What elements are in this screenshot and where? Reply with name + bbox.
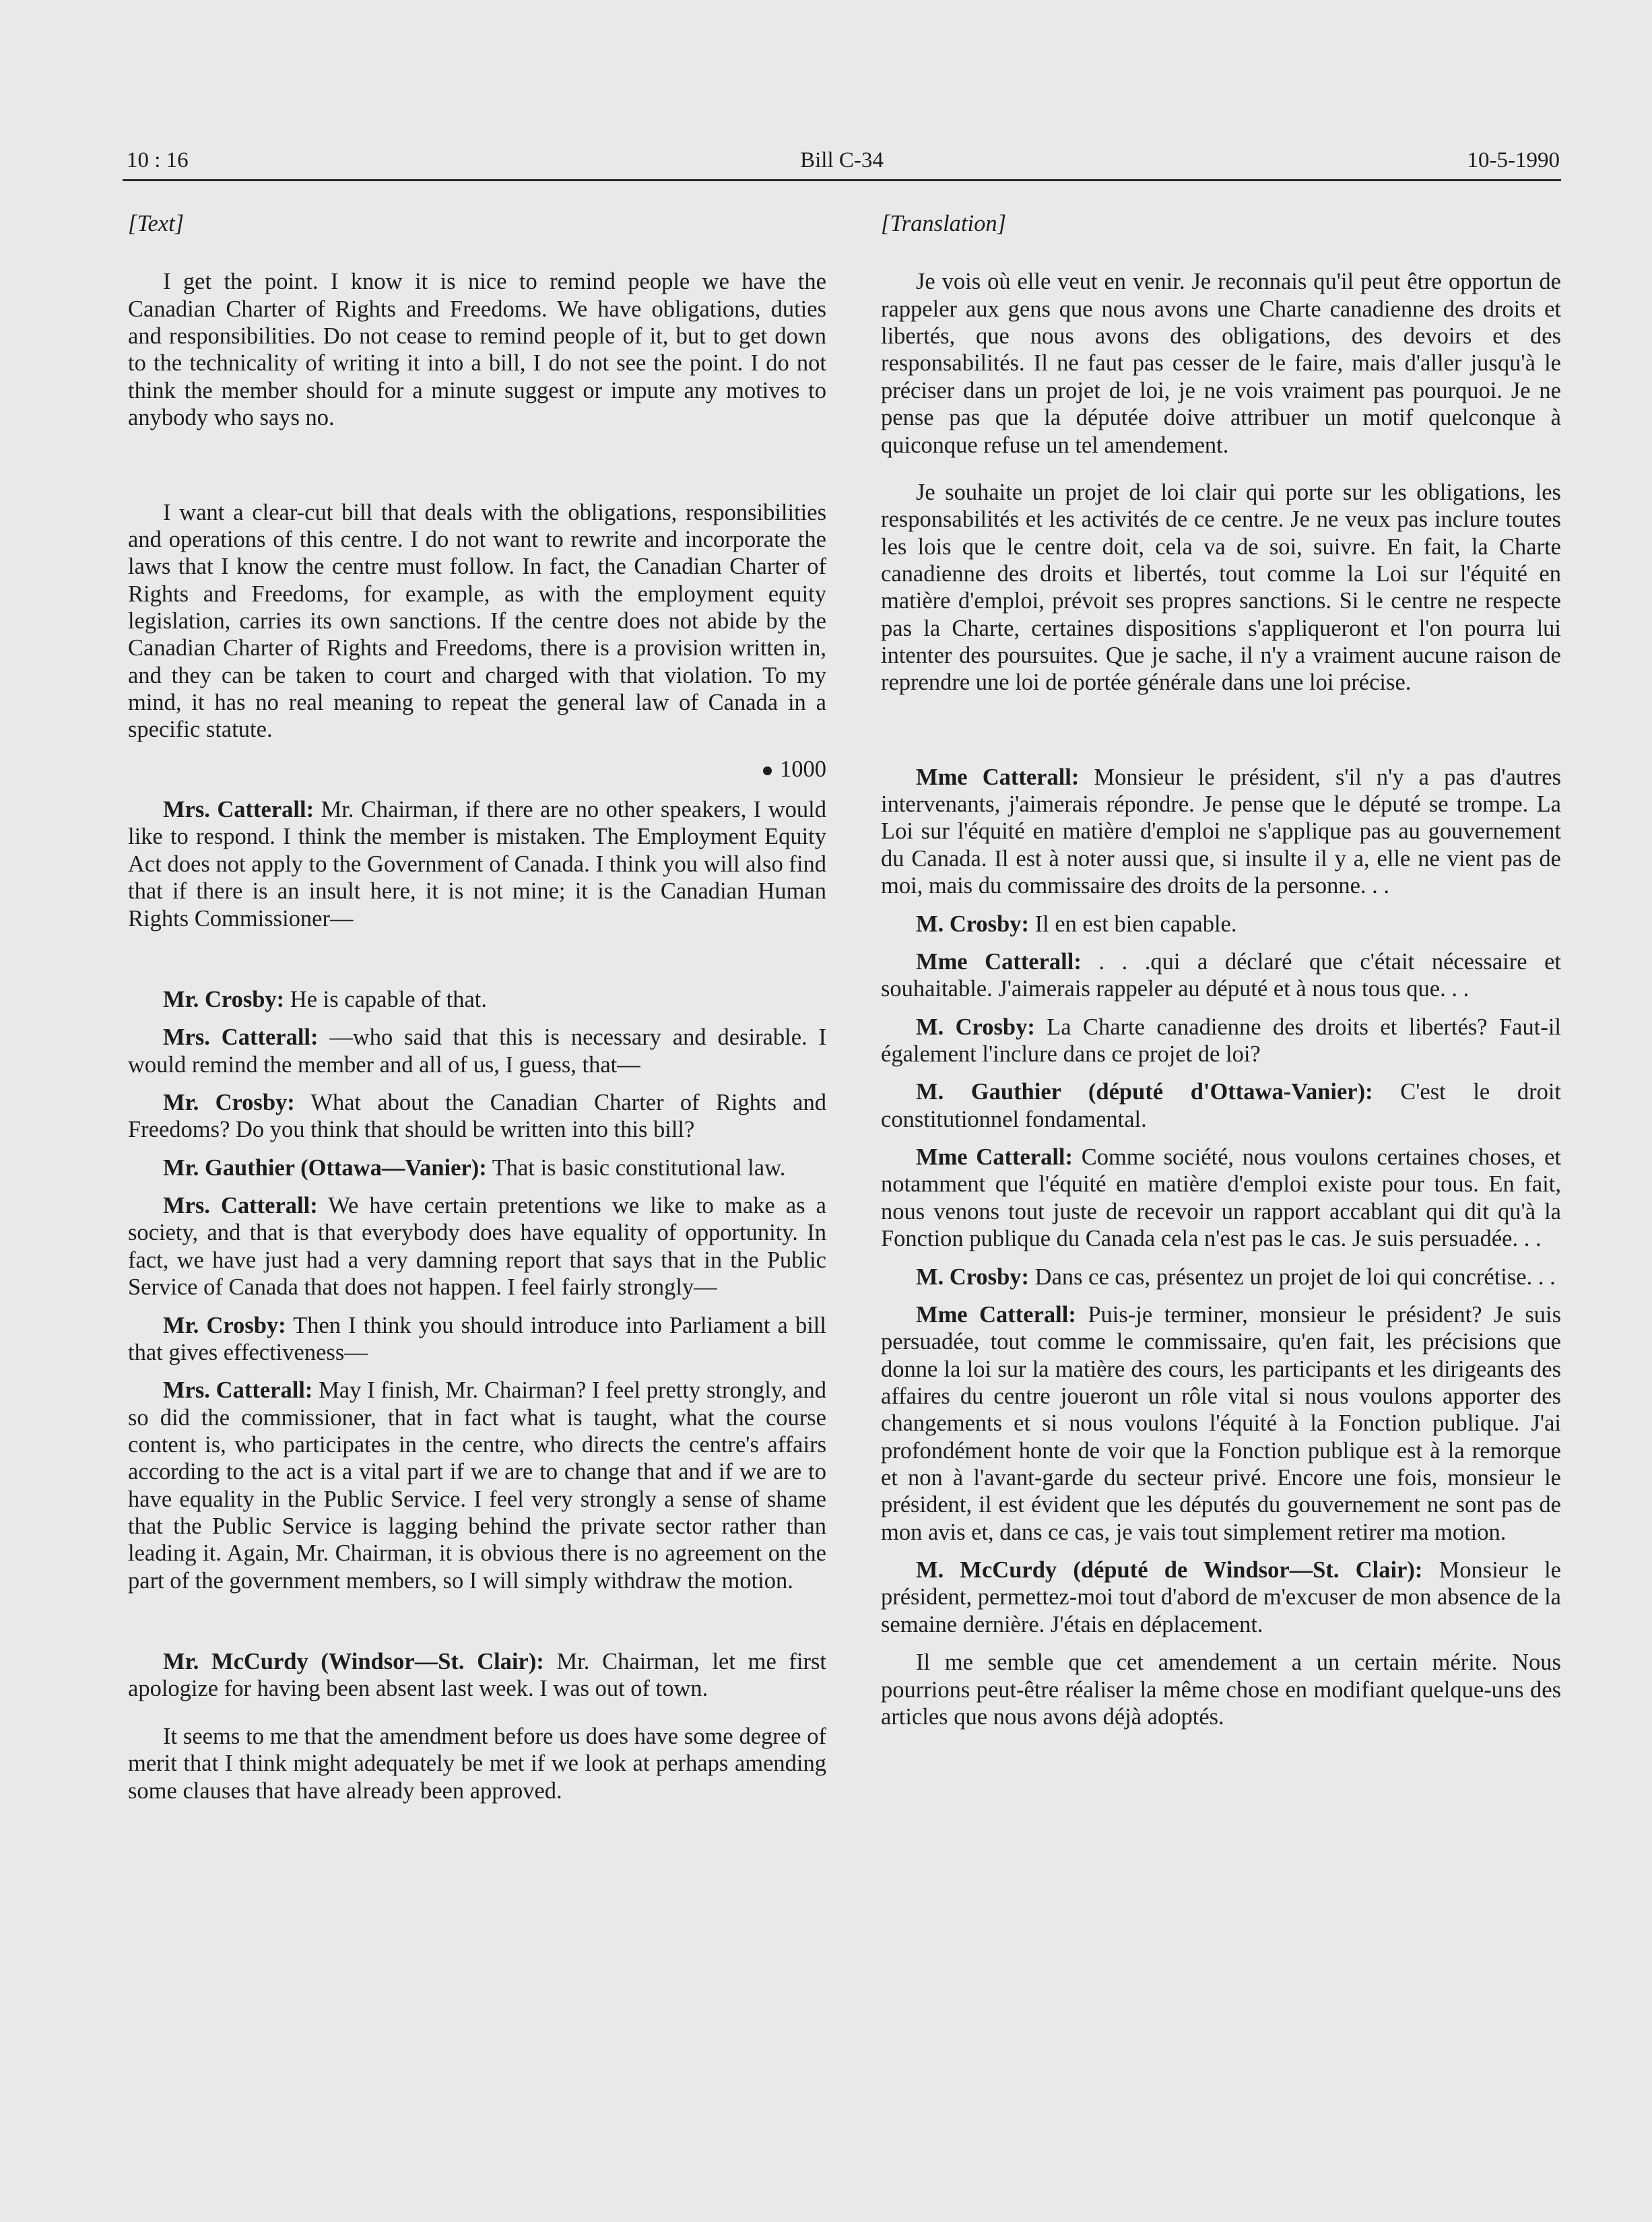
speech-text: May I finish, Mr. Chairman? I feel pretty strongly, and so did the commissioner, that in fact what is taught, what the course content is, who participates in the centre, who directs the centre's affairs according to the act is a vital part if we are to change that and if we are to have equality in the Public Service. I feel very strongly a sense of shame that the Public Service is lagging behind the private sector rather than leading it. Again, Mr. Chairman, it is obvious there is no agreement on the part of the government members, so I will simply withdraw the motion. [128,1377,826,1594]
speech [128,796,826,932]
speaker-name: Mr. Gauthier (Ottawa—Vanier): [163,1154,487,1181]
speech [128,1377,826,1594]
speaker-name: Mrs. Catterall: [163,1377,313,1404]
speaker-name: Mr. Crosby: [163,986,285,1012]
speech [128,1089,826,1144]
speech [881,764,1561,900]
speaker-name: M. Crosby: [916,911,1030,937]
speech-text: That is basic constitutional law. [492,1154,786,1181]
speaker-name: Mrs. Catterall: [163,1193,318,1219]
speech [881,1014,1561,1068]
speech [881,1264,1561,1290]
time-marker: 1000 [128,756,826,783]
speech [881,1301,1561,1546]
speaker-name: M. Gauthier (député d'Ottawa-Vanier): [916,1079,1373,1105]
speaker-name: Mme Catterall: [916,764,1080,790]
speech-text: Mr. Chairman, if there are no other speakers, I would like to respond. I think the member is mistaken. The Employment Equity Act does not apply to the Government of Canada. I think you will also find that if there is an insult here, it is not mine; it is the Canadian Human Rights Commissioner— [128,797,826,932]
speaker-name: Mrs. Catterall: [163,1024,319,1051]
page-number: 10 : 16 [127,148,189,172]
speech-text: Dans ce cas, présentez un projet de loi qui concrétise. . . [1034,1264,1556,1290]
speaker-name: Mr. Crosby: [163,1089,295,1115]
paragraph: Je souhaite un projet de loi clair qui porte sur les obligations, les responsabilités et les activités de ce centre. Je ne veux pas inclure toutes les lois que le centre doit, cela va de soi, suivre. En fait, la Charte canadienne des droits et libertés, tout comme la Loi sur l'équité en matière d'emploi, prévoit ses propres sanctions. Si le centre ne respecte pas la Charte, certaines dispositions s'appliqueront et l'on pourra lui intenter des poursuites. Que je sache, il n'y a vraiment aucune raison de reprendre une loi de portée générale dans une loi précise. [881,479,1561,696]
speech [128,1154,826,1181]
speech-text: Comme société, nous voulons certaines choses, et notamment que l'équité en matière d'emploi existe pour tous. En fait, nous venons tout juste de recevoir un rapport accablant qui dit qu'à la Fonction publique du Canada cela n'est pas le cas. Je suis persuadée. . . [881,1144,1562,1252]
speech [128,986,826,1013]
speech-text: Mr. Chairman, let me first apologize for having been absent last week. I was out of town. [128,1649,827,1702]
paragraph: It seems to me that the amendment before us does have some degree of merit that I think might adequately be met if we look at perhaps amending some clauses that have already been approved. [128,1723,826,1804]
speech-text: Monsieur le président, s'il n'y a pas d'autres intervenants, j'aimerais répondre. Je pense que le député se trompe. La Loi sur l'équité en matière d'emploi ne s'applique pas au gouvernement du Canada. Il est à noter aussi que, si insulte il y a, elle ne vient pas de moi, mais du commissaire des droits de la personne. . . [881,764,1561,899]
paragraph: I want a clear-cut bill that deals with the obligations, responsibilities and operations of this centre. I do not want to rewrite and incorporate the laws that I know the centre must follow. In fact, the Canadian Charter of Rights and Freedoms, for example, as with the employment equity legislation, carries its own sanctions. If the centre does not abide by the Canadian Charter of Rights and Freedoms, there is a provision written in, and they can be taken to court and charged with that violation. To my mind, it has no real meaning to repeat the general law of Canada in a specific statute. [128,499,826,743]
speech-text: . . .qui a déclaré que c'était nécessaire et souhaitable. J'aimerais rappeler au député et à nous tous que. . . [881,948,1562,1002]
speech [881,1557,1561,1638]
speaker-name: M. Crosby: [916,1264,1030,1290]
paragraph: Il me semble que cet amendement a un certain mérite. Nous pourrions peut-être réaliser la même chose en modifiant quelque-uns des articles que nous avons déjà adoptés. [881,1649,1561,1730]
speech-text: Il en est bien capable. [1034,911,1237,937]
speech-text: Puis-je terminer, monsieur le président? Je suis persuadée, tout comme le commissaire, qu'en fait, les précisions que donne la loi sur la matière des cours, les participants et les dirigeants des affaires du centre joueront un rôle vital si nous voulons apporter des changements et si nous voulons l'équité à la Fonction publique. J'ai profondément honte de voir que la Fonction publique est à la remorque et non à l'avant-garde du secteur privé. Encore une fois, monsieur le président, il est évident que les députés du gouvernement ne sont pas de mon avis et, dans ce cas, je vais tout simplement retirer ma motion. [881,1301,1562,1545]
speaker-name: M. McCurdy (député de Windsor—St. Clair): [916,1557,1423,1583]
speech [128,1648,826,1703]
speaker-name: M. Crosby: [916,1014,1035,1040]
speech [128,1024,826,1078]
speaker-name: Mme Catterall: [916,1301,1076,1328]
speech [128,1192,826,1301]
bill-title: Bill C-34 [800,148,884,172]
speaker-name: Mr. McCurdy (Windsor—St. Clair): [163,1649,544,1675]
bullet-icon [763,766,772,775]
speech-text: Monsieur le président, permettez-moi tout d'abord de m'excuser de mon absence de la semaine dernière. J'étais en déplacement. [881,1557,1561,1637]
page-header [123,147,1561,181]
speech [881,911,1561,938]
column-label: [Translation] [881,211,1007,236]
speech-text: —who said that this is necessary and desirable. I would remind the member and all of us, I guess, that— [128,1024,827,1078]
speaker-name: Mr. Crosby: [163,1312,286,1338]
speech-text: We have certain pretentions we like to make as a society, and that is that everybody does have equality of opportunity. In fact, we have just had a very damning report that says that in the Public Service of Canada that does not happen. I feel fairly strongly— [128,1193,826,1301]
speech-text: He is capable of that. [290,986,487,1012]
french-column [881,210,1561,1730]
speech [881,1144,1561,1252]
paragraph: I get the point. I know it is nice to remind people we have the Canadian Charter of Rights and Freedoms. We have obligations, duties and responsibilities. Do not cease to remind people of it, but to get down to the technicality of writing it into a bill, I do not see the point. I do not think the member should for a minute suggest or impute any motives to anybody who says no. [128,269,826,431]
speech [881,1078,1561,1133]
speech-text: C'est le droit constitutionnel fondamental. [881,1079,1562,1132]
speech-text: La Charte canadienne des droits et libertés? Faut-il également l'inclure dans ce projet de loi? [881,1014,1561,1067]
paragraph: Je vois où elle veut en venir. Je reconnais qu'il peut être opportun de rappeler aux gens que nous avons une Charte canadienne des droits et libertés, que nous avons des obligations, des devoirs et des responsabilités. Il ne faut pas cesser de le faire, mais d'aller jusqu'à le préciser dans un projet de loi, je ne vois vraiment pas pourquoi. Je ne pense pas que la députée doive attribuer un motif quelconque à quiconque refuse un tel amendement. [881,269,1561,458]
speaker-name: Mrs. Catterall: [163,797,315,823]
english-column [128,210,826,1804]
speech-text: Then I think you should introduce into Parliament a bill that gives effectiveness— [128,1312,826,1365]
column-label: [Text] [128,211,185,236]
speaker-name: Mme Catterall: [916,1144,1073,1171]
speaker-name: Mme Catterall: [916,948,1082,975]
header-date: 10-5-1990 [1467,148,1560,172]
speech [881,948,1561,1003]
speech [128,1312,826,1367]
speech-text: What about the Canadian Charter of Rights and Freedoms? Do you think that should be written into this bill? [128,1089,826,1143]
